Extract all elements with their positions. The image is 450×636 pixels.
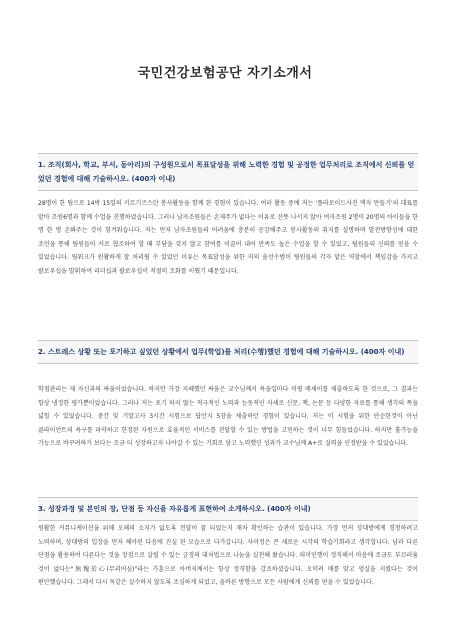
question-3-box [38,497,418,521]
question-3: 3. 성장과정 및 본인의 장, 단점 등 자신을 자유롭게 표현하여 소개하시오. (400자 이내) [38,505,311,513]
question-1-box [38,153,418,191]
answer-1: 28명이 한 팀으로 14박 15일의 키르기즈스탄 봉사활동을 함께 한 경험이 있습니다. 여러 활동 중에 저는 '플라로이드사진 액자 만들기'의 대표를 맡아 조원6명과 함께 수업을 진행하였습니다. 그러나 남자조원들은 손재주가 없다는 이유로 선뜻 나서지 않아 여자조원 2명이 20명의 아이들을 한 명 한 명 손봐주는 것이 힘겨워습니다. 저는 먼저 남자조원들의 어려움에 충분히 공감해주고 봉사활동의 취지를 설명하며 발전방향성에 대한 조언을 통해 팀원들이 서로 협조하여 할 때 부담을 갖지 않고 참여를 이끌어 내어 만족도 높은 수업을 할 수 있었고, 팀원들의 신뢰를 얻을 수 있었습니다. 팀워크가 원활하게 잘 처리될 수 있었던 이유는 목표달성을 위한 저의 솔선수범이 팀원들의 각자 맡은 역할에서 책임감을 가지고 팔로우십을 발휘하여 리더십과 팔로우십이 적절히 조화를 이뤘기 때문입니다. [38,200,418,275]
answer-2: 학점관리는 제 자신과의 싸움이었습니다. 하지만 가장 지혜했던 싸움은 교수님께서 욕을입마다 비평 메세이를 제출하도록 한 것으로, 그 결과는 항상 냉정한 평가뿐이었습니다. 그러나 저는 포기 하지 않는 적극적인 노력과 능동적인 자세로 신문, 책, 논문 등 다양한 자료를 통해 생각의 폭을 넓힐 수 있었습니다. 중간 및 기말고사 3시간 시험으로 답안지 5장을 제출하던 경험이 있습니다. 저는 이 시험을 위한 단순한것이 아닌 클라이언트의 욕구를 파악하고 한정된 자원으로 효율적인 서비스를 전달할 수 있는 방법을 고민하는 것이 너무 힘들었습니다. 하지만 홀가능을 가능으로 바꾸려하기 보다는 조금 더 성장하고자 나아갈 수 있는 기회로 삼고 노력했던 성과가 교수님께 A+로 실력을 인정받을 수 있었습니다. [38,386,418,448]
question-2-box [38,340,418,364]
question-2: 2. 스트레스 상황 또는 포기하고 싶었던 상황에서 업무(학업)를 처리(수행)했던 경험에 대해 기술하시오. (400자 이내) [38,348,405,356]
answer-3: 원활한 커뮤니케이션을 위해 오해의 소지가 없도록 전달이 잘 되었는지 재차 확인하는 습관이 있습니다. 가장 먼저 상대방에게 경청하려고 노력하며, 상대방의 입장을 먼저 헤아린 다음에 진실 된 모습으로 다가갑니다. 자이정은 꼰 새로운 시각의 학습기회라고 생각합니다. 남과 다른 단점을 활용하여 다른다는 것을 장점으로 살릴 수 있는 긍정의 대처법으로 나눔을 실천해 왔습니다. 의미인행이 정직해서 마음에 조금도 부끄러움 것이 없다는"無愧於心(무괴어심)"라는 가훈으로 아버지께서는 항상 정직함을 강조하셨습니다. 오히려 매를 맞고 엉실을 지켰다는 것이 편안했습니다. 그래서 다시 독같은 실수하지 않도록 조심하게 되었고, 올바른 방향으로 모든 사람에게 신뢰를 얻을 수 있었습니다. [38,525,418,587]
question-1: 1. 조직(회사, 학교, 부서, 동아리)의 구성원으로서 목표달성을 위해 노력한 경험 및 공정한 업무처리로 조직에서 신뢰를 얻었던 경험에 대해 기술하시오. (400자 이내) [38,161,415,183]
document-title: 국민건강보험공단 자기소개서 [137,66,313,81]
